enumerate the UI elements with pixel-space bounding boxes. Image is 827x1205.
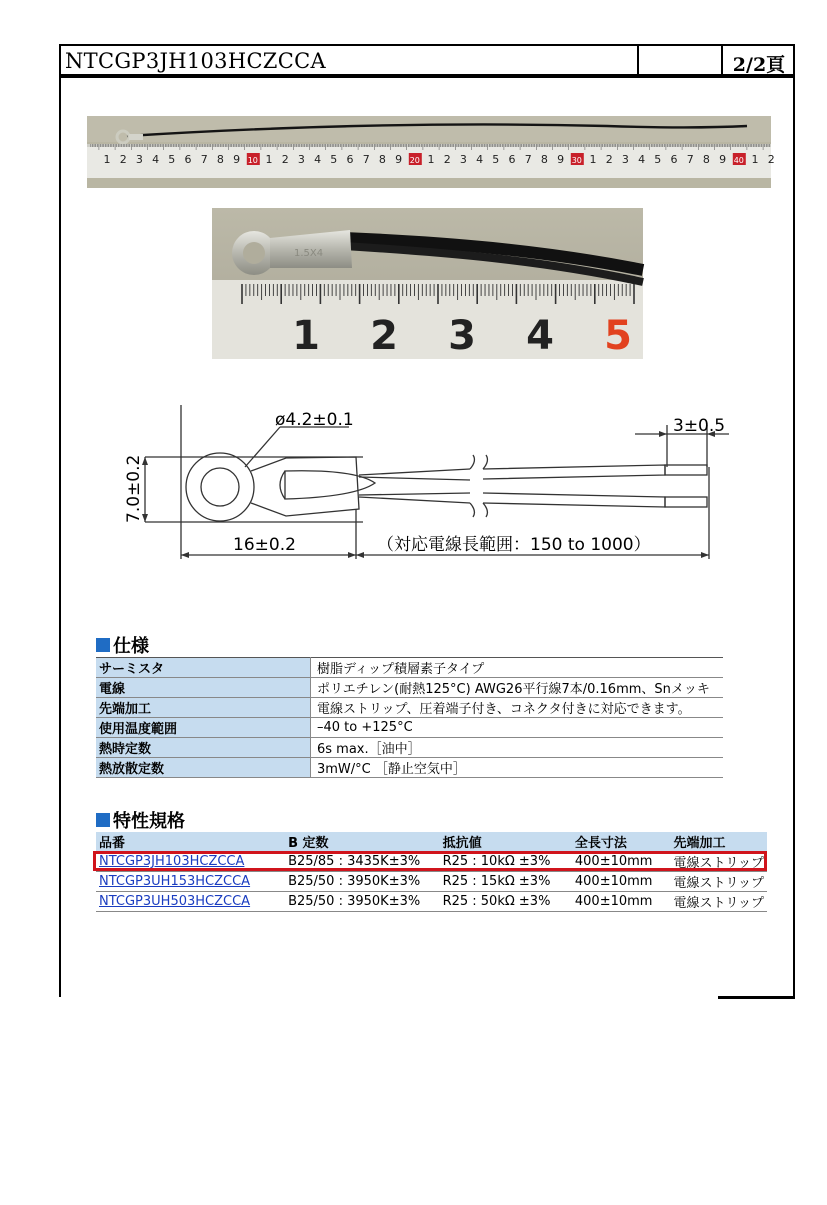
characteristics-section-heading xyxy=(96,807,185,833)
part-number-cell xyxy=(96,872,285,892)
tape-number: 7 xyxy=(362,153,370,166)
tape-number: 10 xyxy=(247,156,258,165)
frame-left-border xyxy=(59,44,61,997)
tape-number: 5 xyxy=(330,153,338,166)
characteristics-heading-text: 特性規格 xyxy=(113,811,185,832)
table-cell: B25/50 : 3950K±3% xyxy=(285,892,440,912)
tape-number: 6 xyxy=(184,153,192,166)
part-number-link[interactable]: NTCGP3JH103HCZCCA xyxy=(99,854,245,869)
tape-number: 6 xyxy=(346,153,354,166)
product-closeup-photo xyxy=(212,208,643,359)
closeup-ruler-number: 3 xyxy=(448,313,476,359)
spec-row xyxy=(96,738,723,758)
cable-length-label: （対応電線長範囲：150 to 1000） xyxy=(377,535,651,555)
closeup-ruler-number: 2 xyxy=(370,313,398,359)
tape-number: 5 xyxy=(492,153,500,166)
column-header: B 定数 xyxy=(285,832,440,852)
table-cell: 400±10mm xyxy=(572,872,671,892)
frame-right-border xyxy=(793,44,795,997)
spec-value: ポリエチレン(耐熱125°C) AWG26平行線7本/0.16mm、Snメッキ xyxy=(311,678,724,698)
page-number: 2/2頁 xyxy=(732,54,786,76)
tape-number: 8 xyxy=(540,153,548,166)
tape-number: 4 xyxy=(638,153,646,166)
tape-number: 4 xyxy=(152,153,160,166)
part-number-link[interactable]: NTCGP3UH503HCZCCA xyxy=(99,894,251,909)
spec-section-heading xyxy=(96,632,149,658)
spec-row xyxy=(96,678,723,698)
tape-number: 1 xyxy=(103,153,111,166)
spec-heading-text: 仕様 xyxy=(113,636,149,657)
table-cell: 電線ストリップ xyxy=(671,872,767,892)
tape-number: 40 xyxy=(733,156,744,165)
part-number-link[interactable]: NTCGP3UH153HCZCCA xyxy=(99,874,251,889)
tape-number: 3 xyxy=(135,153,143,166)
characteristics-table xyxy=(96,832,767,912)
spec-value: –40 to +125°C xyxy=(311,718,724,738)
tape-number: 4 xyxy=(314,153,322,166)
table-cell: B25/85 : 3435K±3% xyxy=(285,852,440,872)
tape-number: 6 xyxy=(508,153,516,166)
tape-number: 8 xyxy=(216,153,224,166)
tape-number: 3 xyxy=(621,153,629,166)
frame-bottom-mark xyxy=(718,996,795,999)
tape-number: 4 xyxy=(476,153,484,166)
tape-number: 2 xyxy=(605,153,613,166)
tape-number: 7 xyxy=(686,153,694,166)
table-cell: 電線ストリップ xyxy=(671,852,767,872)
table-cell: 電線ストリップ xyxy=(671,892,767,912)
header-divider xyxy=(721,46,723,74)
section-marker-icon xyxy=(96,638,110,652)
selected-part-highlight xyxy=(93,851,767,871)
part-number-cell xyxy=(96,892,285,912)
header-underline xyxy=(59,76,795,78)
tape-number: 2 xyxy=(443,153,451,166)
section-marker-icon xyxy=(96,813,110,827)
spec-label: サーミスタ xyxy=(96,658,311,678)
closeup-ruler-number: 5 xyxy=(604,313,632,359)
table-cell: R25 : 50kΩ ±3% xyxy=(440,892,572,912)
table-row xyxy=(96,892,767,912)
tape-number: 5 xyxy=(168,153,176,166)
tape-number: 5 xyxy=(654,153,662,166)
tape-number: 9 xyxy=(395,153,403,166)
column-header: 先端加工 xyxy=(671,832,767,852)
product-photo-on-tape xyxy=(87,116,775,188)
tape-number: 3 xyxy=(297,153,305,166)
tape-number: 2 xyxy=(119,153,127,166)
table-cell: 400±10mm xyxy=(572,852,671,872)
document-title: NTCGP3JH103HCZCCA xyxy=(65,49,326,73)
tape-number: 1 xyxy=(589,153,597,166)
spec-label: 電線 xyxy=(96,678,311,698)
spec-value: 電線ストリップ、圧着端子付き、コネクタ付きに対応できます。 xyxy=(311,698,724,718)
tape-number: 1 xyxy=(265,153,273,166)
dimension-drawing xyxy=(105,405,745,580)
spec-label: 熱放散定数 xyxy=(96,758,311,778)
spec-value: 樹脂ディップ積層素子タイプ xyxy=(311,658,724,678)
lug-marking: 1.5X4 xyxy=(294,248,324,259)
tape-number: 30 xyxy=(571,156,582,165)
table-cell: R25 : 10kΩ ±3% xyxy=(440,852,572,872)
tape-number: 8 xyxy=(378,153,386,166)
table-row xyxy=(96,872,767,892)
spec-label: 先端加工 xyxy=(96,698,311,718)
tape-number: 9 xyxy=(557,153,565,166)
spec-label: 使用温度範囲 xyxy=(96,718,311,738)
tape-number: 1 xyxy=(751,153,759,166)
tape-number: 6 xyxy=(670,153,678,166)
spec-label: 熱時定数 xyxy=(96,738,311,758)
spec-row xyxy=(96,658,723,678)
table-cell: R25 : 15kΩ ±3% xyxy=(440,872,572,892)
table-cell: B25/50 : 3950K±3% xyxy=(285,872,440,892)
spec-value: 6s max.［油中］ xyxy=(311,738,724,758)
tape-number: 2 xyxy=(281,153,289,166)
spec-row xyxy=(96,718,723,738)
tape-number: 9 xyxy=(233,153,241,166)
tape-number: 7 xyxy=(524,153,532,166)
tape-number: 8 xyxy=(702,153,710,166)
tape-number: 9 xyxy=(719,153,727,166)
document-header xyxy=(59,44,795,76)
lug-length-label: 16±0.2 xyxy=(233,535,296,555)
closeup-ruler-number: 4 xyxy=(526,313,554,359)
tape-number: 1 xyxy=(427,153,435,166)
spec-value: 3mW/°C ［静止空気中］ xyxy=(311,758,724,778)
closeup-ruler-number: 1 xyxy=(292,313,320,359)
tape-number: 3 xyxy=(459,153,467,166)
spec-row xyxy=(96,758,723,778)
header-divider xyxy=(637,46,639,74)
height-dim-label: 7.0±0.2 xyxy=(124,454,144,523)
table-cell: 400±10mm xyxy=(572,892,671,912)
hole-diameter-label: ø4.2±0.1 xyxy=(275,410,354,430)
column-header: 品番 xyxy=(96,832,285,852)
spec-table xyxy=(96,657,723,778)
tape-number: 20 xyxy=(409,156,420,165)
column-header: 抵抗値 xyxy=(440,832,572,852)
column-header: 全長寸法 xyxy=(572,832,671,852)
strip-length-label: 3±0.5 xyxy=(673,416,726,436)
spec-row xyxy=(96,698,723,718)
tape-number: 2 xyxy=(767,153,775,166)
tape-number: 7 xyxy=(200,153,208,166)
